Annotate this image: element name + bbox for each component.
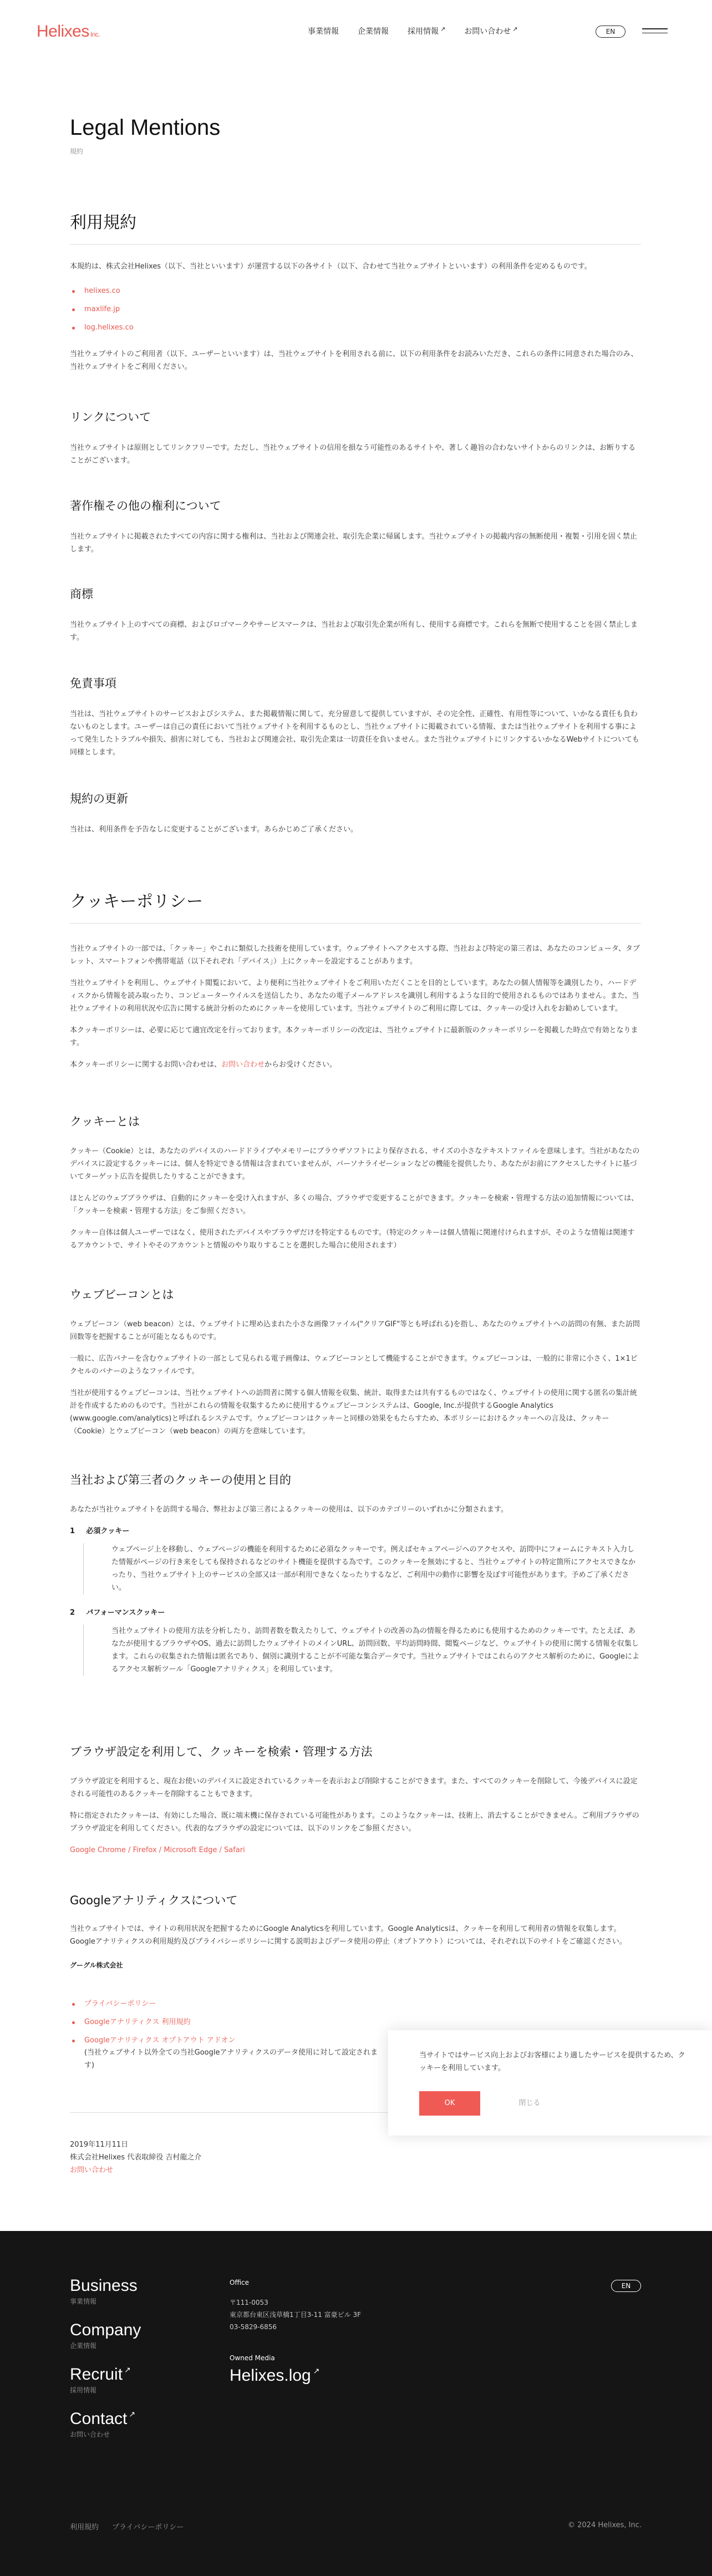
signature (70, 2112, 403, 2177)
usage-item: 1 必須クッキー ウェブページ上を移動し、ウェブページの機能を利用するために必須なクッキーです。例えばセキュアページへのアクセスや、訪問中にフォームにテキスト入力した情報がページの行き来をしても保持されるなどのサイト機能を提供する為です。このクッキーを無効にすると、当社ウェブサイトの特定箇所にアクセスできなかったり、当社ウェブサイト上のサービスの全部又は一部が利用できなくなったりするなど、ご利用中の動作に影響を及ぼす可能性があります。予めご了承ください。 (70, 1525, 641, 1594)
usage-item: 2 パフォーマンスクッキー 当社ウェブサイトの使用方法を分析したり、訪問者数を数えたりして、ウェブサイトの改善の為の情報を得るためにも使用するためのクッキーです。たとえば、あなたが使用するブラウザやOS、過去に訪問したウェブサイトのメインURL、訪問回数、平均訪問時間、閲覧ページなど、ウェブサイトの使用に関する情報を収集します。これらの収集された情報は匿名であり、個別に識別することが不可能な集合データです。当社ウェブサイトではこれらのアクセス解析のために、Googleによるアクセス解析ツール「Googleアナリティクス」を利用しています。 (70, 1606, 641, 1676)
cookie-banner-text: 当サイトではサービス向上およびお客様により適したサービスを提供するため、クッキーを利用しています。 (419, 2051, 685, 2072)
footer-language-toggle[interactable]: EN (611, 2280, 641, 2292)
ga-link[interactable]: Googleアナリティクス 利用規約 (70, 2013, 380, 2031)
section-body: ウェブビーコン（web beacon）とは、ウェブサイトに埋め込まれた小さな画像ファイル("クリアGIF"等とも呼ばれる)を指し、あなたのウェブサイトへの訪問の有無、また訪問回数等を把握することが可能となるものです。 (70, 1320, 640, 1341)
site-link[interactable]: maxlife.jp (70, 300, 641, 318)
cookie-p4: 本クッキーポリシーに関するお問い合わせは、お問い合わせからお受けください。 (70, 1061, 337, 1069)
cookie-ga (70, 1892, 375, 1908)
section-title: クッキーとは (70, 1115, 140, 1128)
section-body: クッキー自体は個人ユーザーではなく、使用されたデバイスやブラウザだけを特定するものです。（特定のクッキーは個人情報に関連付けられますが、そのような情報は関連するアカウントで、サイトやそのアカウントと情報のやり取りすることを選択した場合に使用されます） (70, 1229, 635, 1250)
cookie-ga-links (70, 1995, 380, 2072)
media-label: Owned Media (230, 2354, 275, 2362)
site-link[interactable]: log.helixes.co (70, 318, 641, 337)
site-header (0, 0, 712, 67)
footer-nav-contact[interactable]: Contact ↗ お問い合わせ (70, 2410, 136, 2438)
sign-date: 2019年11月11日 (70, 2141, 129, 2149)
terms-sub-trademark (70, 585, 641, 644)
footer-link-terms[interactable]: 利用規約 (70, 2523, 99, 2532)
helixes-logo[interactable]: Helixes Inc. (37, 22, 100, 40)
section-body: 当社ウェブサイトは原則としてリンクフリーです。ただし、当社ウェブサイトの信用を損なう可能性のあるサイトや、著しく趣旨の合わないサイトからのリンクは、お断りすることがございます。 (70, 444, 635, 465)
section-title: 免責事項 (70, 677, 116, 690)
cookie-banner (388, 2030, 712, 2136)
terms-heading: 利用規約 (70, 209, 641, 245)
office-tel: 03-5829-6856 (230, 2323, 277, 2331)
footer-nav-business[interactable]: Business 事業情報 (70, 2276, 138, 2305)
section-body: クッキー（Cookie）とは、あなたのデバイスのハードドライブやメモリーにブラウザソフトにより保存される、サイズの小さなテキストファイルを意味します。当社があなたのデバイスに設定するクッキーには、個人を特定できる情報は含まれていませんが、パーソナライゼーションなどの機能を提供したり、あなたがお前にアクセスしたサイトに基づいてターゲット広告を提供したりすることができます。 (70, 1147, 640, 1181)
site-link[interactable]: helixes.co (70, 282, 641, 300)
cookie-beacon (70, 1286, 641, 1438)
ga-link-list (70, 1995, 380, 2050)
cookie-p2: 当社ウェブサイトを利用し、ウェブサイト閲覧において、より便利に当社ウェブサイトをご利用いただくことを目的としています。あなたの個人情報等を識別したり、ハードディスクから情報を読み取ったり、コンピューターウイルスを送信したり、あなたの電子メールアドレスを識別し利用するような目的で使用されるものではありません。また、当社ウェブサイトの利用状況や広告に関する統計分析のためにクッキーを使用しています。当社ウェブサイトのご利用に際しては、クッキーの受け入れをお勧めしています。 (70, 979, 639, 1013)
footer-nav-company[interactable]: Company 企業情報 (70, 2321, 141, 2350)
section-body: 当社ウェブサイトでは、サイトの利用状況を把握するためにGoogle Analyticsを利用しています。Google Analyticsは、クッキーを利用して利用者の情報を収集します。Googleアナリティクスの利用規約及びプライバシーポリシーに関する説明およびデータ使用の停止（オプトアウト）については、それぞれ以下のサイトをご確認ください。 (70, 1925, 627, 1946)
section-body: 当社は、利用条件を予告なしに変更することがございます。あらかじめご了承ください。 (70, 825, 358, 834)
cookie-policy-heading: クッキーポリシー (70, 888, 641, 924)
section-title: ブラウザ設定を利用して、クッキーを検索・管理する方法 (70, 1745, 373, 1758)
office-label: Office (230, 2279, 250, 2286)
section-body: 特に指定されたクッキーは、有効にした場合、既に端末機に保存されている可能性があります。このようなクッキーは、技術上、消去することができません。ご利用ブラウザのブラウザ設定を利用してください。代表的なブラウザの設定については、以下のリンクをご参照ください。 (70, 1812, 639, 1833)
section-title: リンクについて (70, 410, 151, 424)
section-body: 当社ウェブサイトに掲載されたすべての内容に関する権利は、当社および関連会社、取引先企業に帰属します。当社ウェブサイトの掲載内容の無断使用・複製・引用を固く禁止します。 (70, 533, 637, 554)
usage-body: ウェブページ上を移動し、ウェブページの機能を利用するために必須なクッキーです。例えばセキュアページへのアクセスや、訪問中にフォームにテキスト入力した情報がページの行き来をしても保持されるなどのサイト機能を提供する為です。このクッキーを無効にすると、当社ウェブサイトの特定箇所にアクセスできなかったり、当社ウェブサイト上のサービスの全部又は一部が利用できなくなったりするなど、ご利用中の動作に影響を及ぼす可能性があります。予めご了承ください。 (111, 1545, 635, 1592)
nav-business[interactable]: 事業情報 (308, 27, 339, 36)
global-nav (308, 26, 517, 37)
terms-sub-copyright (70, 497, 641, 556)
cookie-policy-section (70, 888, 641, 1071)
section-title: 著作権その他の権利について (70, 499, 221, 513)
section-body: 当社が使用するウェブビーコンは、当社ウェブサイトへの訪問者に関する個人情報を収集、統計、取得または共有するものではなく、ウェブサイトの使用に関する匿名の集計統計を作成するためのものです。当社がこれらの情報を収集するために使用するウェブビーコンシステムは、Google, Inc.が提供するGoogle Analytics (www.google.com/analytics)と呼ばれるシステムです。ウェブビーコンはクッキーと同様の効果をもたらすため、本ポリシーにおけるクッキーへの言及は、クッキー（Cookie）とウェブビーコン（web beacon）の両方を意味しています。 (70, 1389, 637, 1436)
language-toggle[interactable]: EN (596, 26, 625, 38)
section-title: 規約の更新 (70, 792, 128, 805)
section-body: 当社ウェブサイト上のすべての商標、およびロゴマークやサービスマークは、当社および取引先企業が所有し、使用する商標です。これらを無断で使用することを固く禁止します。 (70, 621, 638, 642)
cookie-ok-button[interactable]: OK (419, 2091, 480, 2116)
link-safari[interactable]: Safari (223, 1846, 245, 1854)
footer-nav-recruit[interactable]: Recruit ↗ 採用情報 (70, 2365, 131, 2394)
page-title: Legal Mentions (70, 115, 221, 140)
office-address: 〒111-0053 東京都台東区浅草橋1丁目3-11 富豪ビル 3F 03-5829-6856 (230, 2296, 361, 2333)
ga-link[interactable]: Googleアナリティクス オプトアウト アドオン (70, 2031, 380, 2050)
section-title: ウェブビーコンとは (70, 1288, 174, 1301)
copyright: © 2024 Helixes, Inc. (568, 2521, 642, 2529)
footer-link-privacy[interactable]: プライバシーポリシー (112, 2523, 184, 2532)
link-edge[interactable]: Microsoft Edge (164, 1846, 217, 1854)
terms-sub-link (70, 408, 641, 467)
external-link-icon: ↗ (129, 2410, 136, 2418)
cookie-ga-body (70, 1923, 641, 1970)
sign-company: 株式会社Helixes 代表取締役 吉村龍之介 (70, 2153, 202, 2162)
section-title: 商標 (70, 587, 93, 601)
browser-links: Google Chrome / Firefox / Microsoft Edge / Safari (70, 1846, 245, 1854)
cookie-p3: 本クッキーポリシーは、必要に応じて適宜改定を行っております。本クッキーポリシーの改定は、当社ウェブサイトに最新版のクッキーポリシーを掲載した時点で有効となります。 (70, 1026, 638, 1047)
section-title: 当社および第三者のクッキーの使用と目的 (70, 1473, 291, 1487)
nav-company[interactable]: 企業情報 (358, 27, 389, 36)
terms-intro: 本規約は、株式会社Helixes（以下、当社といいます）が運営する以下の各サイト（以下、合わせて当社ウェブサイトといいます）の利用条件を定めるものです。 (70, 262, 592, 271)
section-body: ブラウザ設定を利用すると、現在お使いのデバイスに設定されているクッキーを表示および削除することができます。また、すべてのクッキーを削除して、今後デバイスに設定される可能性のあるクッキーを削除することもできます。 (70, 1777, 638, 1798)
section-body: 一般に、広告バナーを含むウェブサイトの一部として見られる電子画像は、ウェブビーコンとして機能することができます。ウェブビーコンは、一般的に非常に小さく、1×1ピクセルのバナーのようなファイルです。 (70, 1355, 638, 1376)
terms-sub-update (70, 790, 641, 836)
site-list (70, 282, 641, 337)
external-link-icon: ↗ (313, 2366, 320, 2375)
cookie-what (70, 1113, 641, 1252)
external-link-icon: ↗ (124, 2365, 131, 2374)
external-link-icon: ↗ (440, 26, 446, 33)
cookie-browser (70, 1743, 641, 1857)
ga-link[interactable]: プライバシーポリシー (70, 1995, 380, 2013)
google-company: グーグル株式会社 (70, 1961, 123, 1969)
nav-contact[interactable]: お問い合わせ ↗ (464, 26, 518, 36)
cookie-p1: 当社ウェブサイトの一部では、「クッキー」やこれに類似した技術を使用しています。ウェブサイトへアクセスする際、当社および特定の第三者は、あなたのコンピュータ、タブレット、スマートフォンや携帯電話（以下それぞれ「デバイス」）上にクッキーを設定することがあります。 (70, 945, 640, 966)
usage-body: 当社ウェブサイトの使用方法を分析したり、訪問者数を数えたりして、ウェブサイトの改善の為の情報を得るためにも使用するためのクッキーです。たとえば、あなたが使用するブラウザやOS、過去に訪問したウェブサイトのメインURL、訪問回数、平均訪問時間、閲覧ページなど、ウェブサイトの使用に関する情報を収集します。これらの収集された情報は匿名であり、個別に識別することが不可能な集合データです。当社ウェブサイトではこれらのアクセス解析のために、Googleによるアクセス解析ツール「Googleアナリティクス」を利用しています。 (111, 1627, 639, 1674)
cookie-close-button[interactable]: 閉じる (518, 2099, 541, 2107)
section-body: 当社は、当社ウェブサイトのサービスおよびシステム、また掲載情報に関して、充分留意して提供していますが、その完全性、正確性、有用性等について、いかなる責任も負わないものとします。ユーザーは自己の責任において当社ウェブサイトを利用するものとし、当社ウェブサイトに掲載されている情報、または当社ウェブサイトを利用する事によって発生したトラブルや損失、損害に対しても、当社および関連会社、取引先企業は一切責任を負いません。また当社ウェブサイトにリンクするいかなるWebサイトについても同様とします。 (70, 710, 639, 757)
cookie-usage (70, 1471, 641, 1676)
link-chrome[interactable]: Google Chrome (70, 1846, 126, 1854)
contact-link[interactable]: お問い合わせ (221, 1061, 265, 1069)
nav-recruit[interactable]: 採用情報 ↗ (408, 26, 446, 36)
menu-icon[interactable] (642, 28, 668, 34)
link-firefox[interactable]: Firefox (133, 1846, 157, 1854)
terms-sub-disclaimer (70, 675, 641, 759)
section-body: あなたが当社ウェブサイトを訪問する場合、弊社および第三者によるクッキーの使用は、以下のカテゴリーのいずれかに分類されます。 (70, 1505, 508, 1514)
section-title: Googleアナリティクスについて (70, 1894, 238, 1907)
media-link[interactable]: Helixes.log ↗ (230, 2366, 320, 2385)
section-body: ほとんどのウェブブラウザは、自動的にクッキーを受け入れますが、多くの場合、ブラウザで変更することができます。クッキーを検索・管理する方法の追加情報については、「クッキーを検索・管理する方法」をご参照ください。 (70, 1194, 639, 1215)
terms-agree: 当社ウェブサイトのご利用者（以下、ユーザーといいます）は、当社ウェブサイトを利用される前に、以下の利用条件をお読みいただき、これらの条件に同意された場合のみ、当社ウェブサイトをご利用ください。 (70, 350, 638, 371)
terms-section (70, 209, 641, 373)
external-link-icon: ↗ (512, 26, 518, 33)
sign-contact-link[interactable]: お問い合わせ (70, 2166, 114, 2174)
page-subtitle: 規約 (70, 148, 84, 155)
ga-note: (当社ウェブサイト以外全ての当社Googleアナリティクスのデータ使用に対して設定されます) (84, 2048, 378, 2070)
